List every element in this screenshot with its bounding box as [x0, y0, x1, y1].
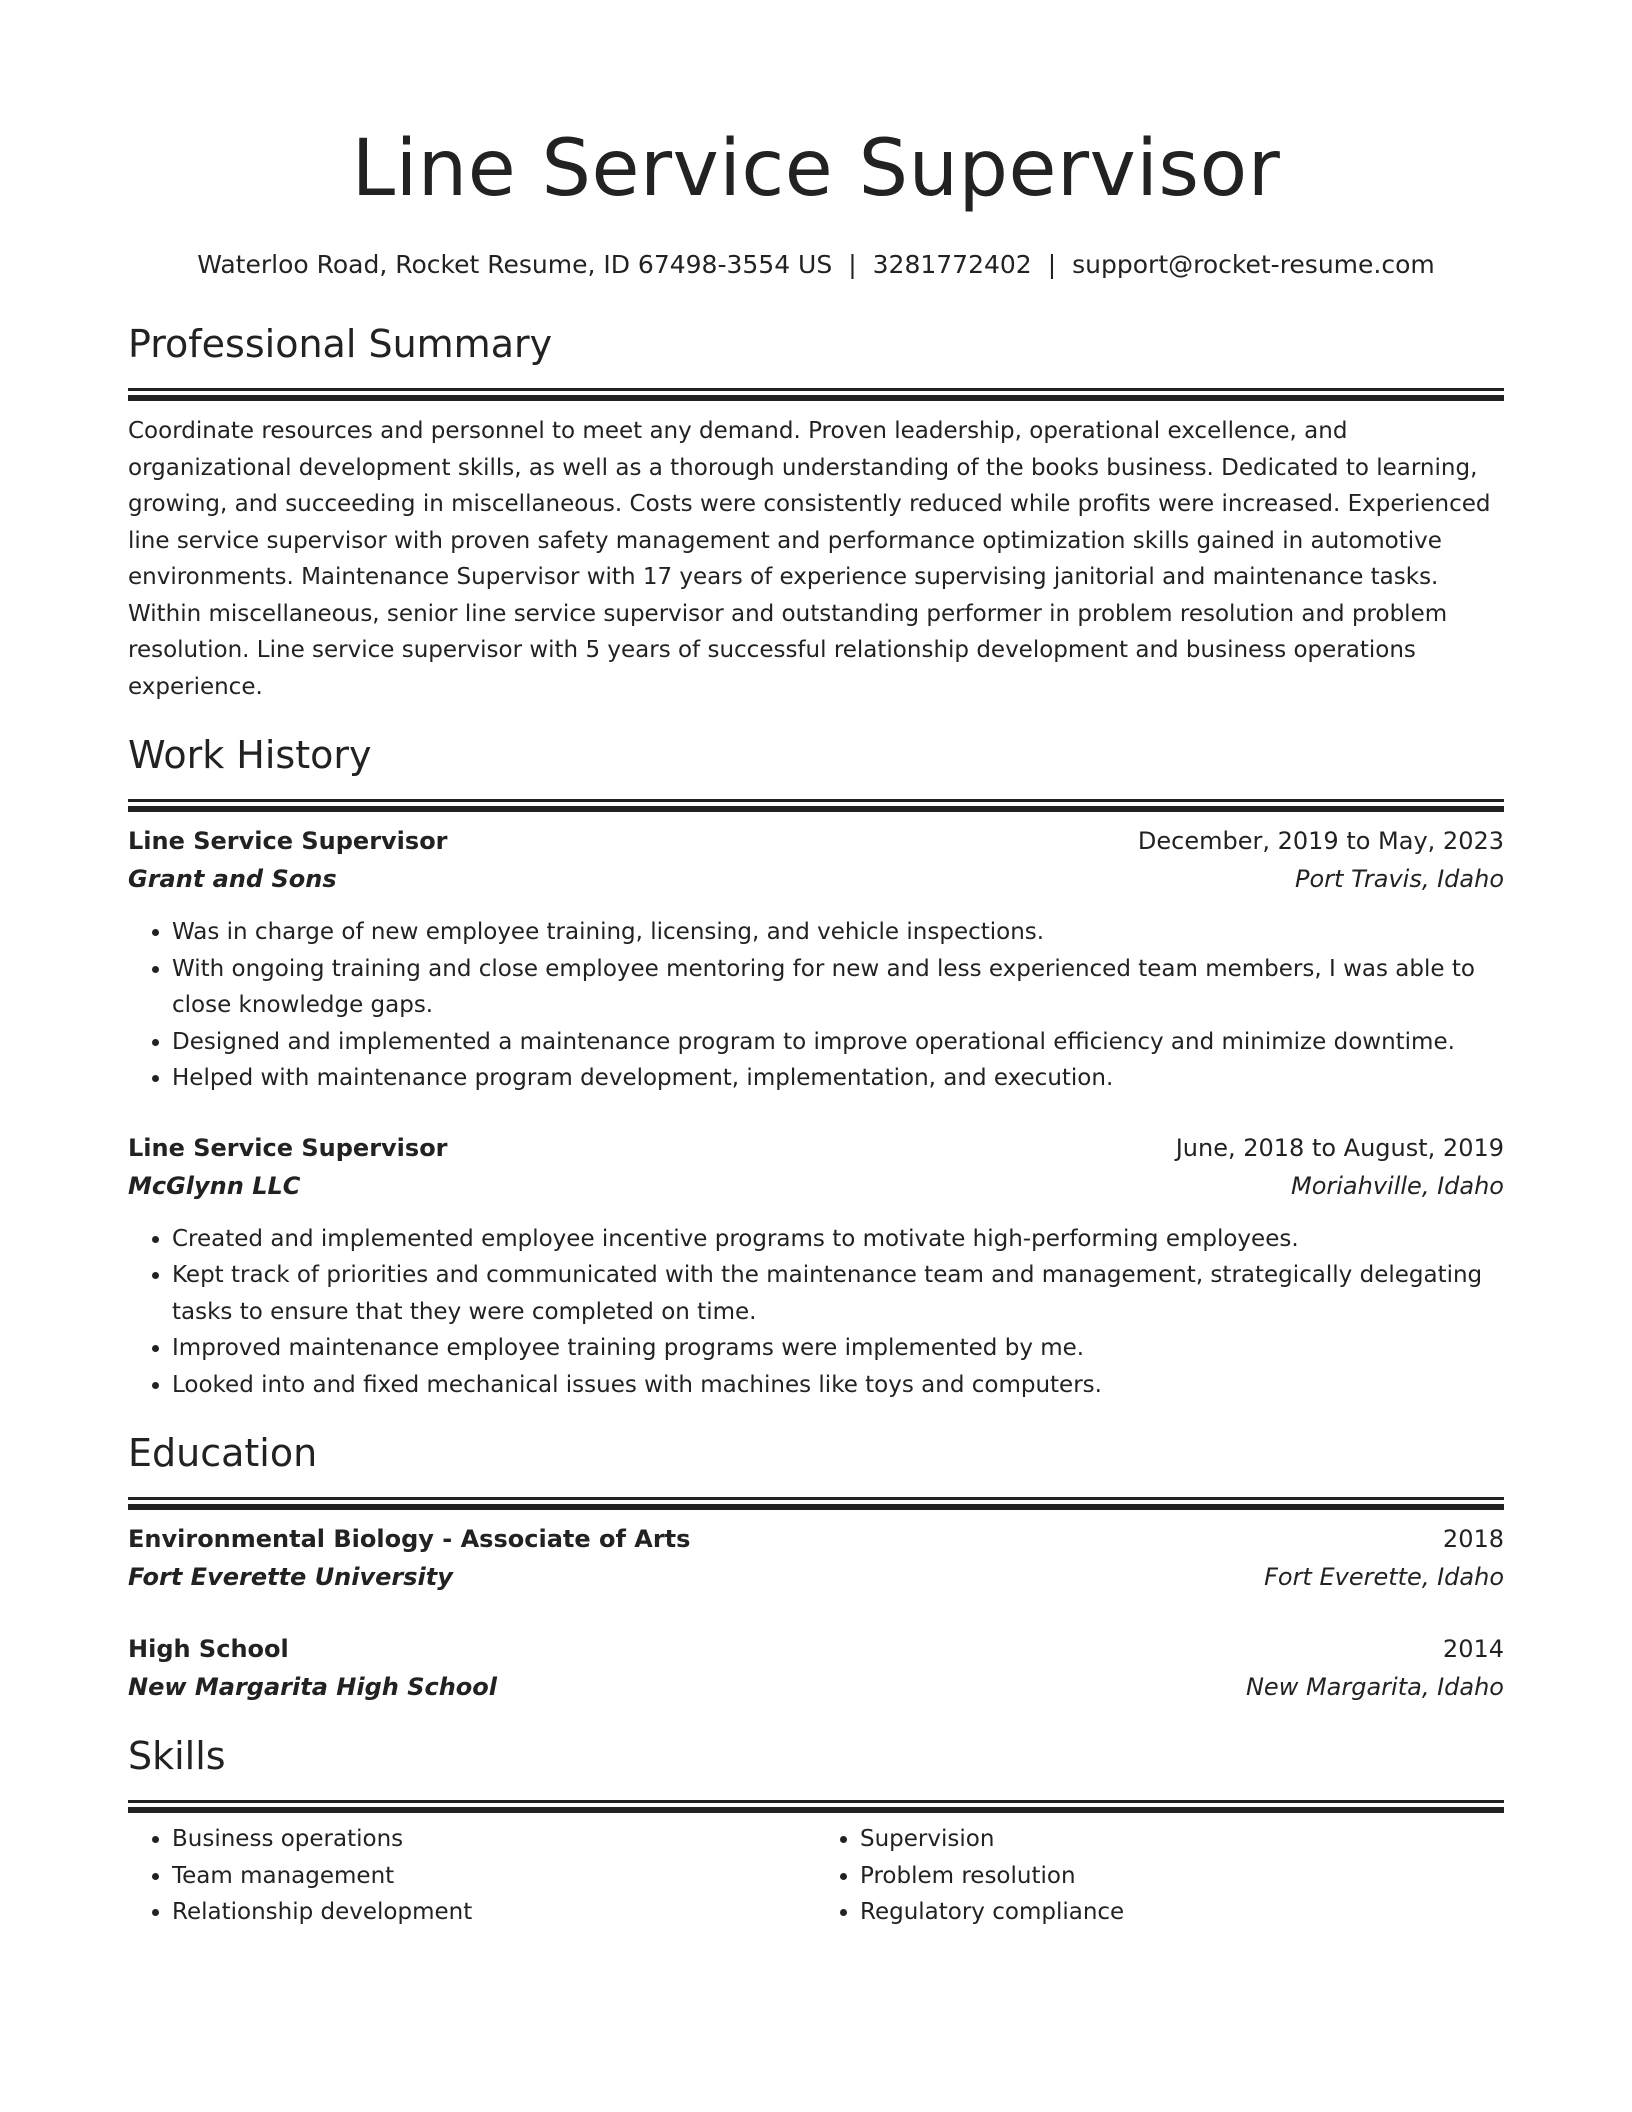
list-item: • Kept track of priorities and communicated with the maintenance team and management, strategically delegating tasks to ensure that they were completed on time. [172, 1257, 1504, 1330]
contact-email: support@rocket-resume.com [1072, 250, 1435, 279]
job-entry [128, 1129, 1504, 1404]
skill-item: • Supervision [860, 1821, 1504, 1858]
section-divider [128, 799, 1504, 802]
contact-separator: | [848, 250, 857, 279]
list-item: • Looked into and fixed mechanical issues with machines like toys and computers. [172, 1367, 1504, 1404]
job-bullets [128, 1221, 1504, 1404]
education-degree: Environmental Biology - Associate of Arts [128, 1525, 691, 1553]
section-divider [128, 1800, 1504, 1803]
job-dates: December, 2019 to May, 2023 [1137, 827, 1504, 855]
list-item: • Helped with maintenance program development, implementation, and execution. [172, 1060, 1504, 1097]
contact-line [128, 248, 1504, 282]
summary-heading: Professional Summary [128, 322, 553, 366]
job-location: Port Travis, Idaho [1295, 865, 1504, 893]
skill-item: • Team management [172, 1858, 816, 1895]
education-heading: Education [128, 1431, 318, 1475]
skill-item: • Regulatory compliance [860, 1894, 1504, 1931]
education-school: New Margarita High School [128, 1673, 497, 1701]
list-item: • Created and implemented employee incentive programs to motivate high-performing employees. [172, 1221, 1504, 1258]
education-school: Fort Everette University [128, 1563, 453, 1591]
contact-address: Waterloo Road, Rocket Resume, ID 67498-3554 US [197, 250, 833, 279]
education-year: 2014 [1442, 1635, 1504, 1663]
education-entry [128, 1630, 1504, 1706]
work-history-heading: Work History [128, 733, 372, 777]
education-degree: High School [128, 1635, 289, 1663]
job-title: Line Service Supervisor [128, 827, 448, 855]
list-item: • With ongoing training and close employee mentoring for new and less experienced team members, I was able to close knowledge gaps. [172, 951, 1504, 1024]
skill-item: • Problem resolution [860, 1858, 1504, 1895]
job-title: Line Service Supervisor [128, 1133, 448, 1162]
work-history-section [128, 731, 1504, 1403]
education-entry [128, 1520, 1504, 1596]
education-location: New Margarita, Idaho [1245, 1673, 1504, 1701]
education-location: Fort Everette, Idaho [1264, 1563, 1504, 1591]
skills-grid [128, 1821, 1504, 1931]
list-item: • Designed and implemented a maintenance program to improve operational efficiency and minimize downtime. [172, 1024, 1504, 1061]
skills-section [128, 1732, 1504, 1931]
skill-item: • Business operations [172, 1821, 816, 1858]
skills-column-left [128, 1821, 816, 1931]
contact-separator: | [1047, 250, 1057, 279]
education-year: 2018 [1442, 1525, 1504, 1553]
list-item: • Improved maintenance employee training programs were implemented by me. [172, 1330, 1504, 1367]
job-entry [128, 822, 1504, 1097]
job-location: Moriahville, Idaho [1291, 1171, 1504, 1200]
education-section [128, 1429, 1504, 1706]
candidate-name: Line Service Supervisor [351, 124, 1281, 214]
job-company: Grant and Sons [128, 865, 337, 893]
section-divider [128, 1497, 1504, 1500]
job-company: McGlynn LLC [128, 1171, 301, 1200]
contact-phone: 3281772402 [872, 250, 1032, 279]
list-item: • Was in charge of new employee training, licensing, and vehicle inspections. [172, 914, 1504, 951]
skill-item: • Relationship development [172, 1894, 816, 1931]
summary-text: Coordinate resources and personnel to meet any demand. Proven leadership, operational excellence, and organizational development skills, as well as a thorough understanding of the books business. Dedicated to learning, growing, and succeeding in miscellaneous. Costs were consistently reduced while profits were increased. Experienced line service supervisor with proven safety management and performance optimization skills gained in automotive environments. Maintenance Supervisor with 17 years of experience supervising janitorial and maintenance tasks. Within miscellaneous, senior line service supervisor and outstanding performer in problem resolution and problem resolution. Line service supervisor with 5 years of successful relationship development and business operations experience. [128, 418, 1491, 700]
section-divider [128, 388, 1504, 391]
job-bullets [128, 914, 1504, 1097]
summary-section [128, 320, 1504, 705]
job-dates: June, 2018 to August, 2019 [1175, 1133, 1504, 1162]
skills-column-right [816, 1821, 1504, 1931]
skills-heading: Skills [128, 1734, 226, 1778]
